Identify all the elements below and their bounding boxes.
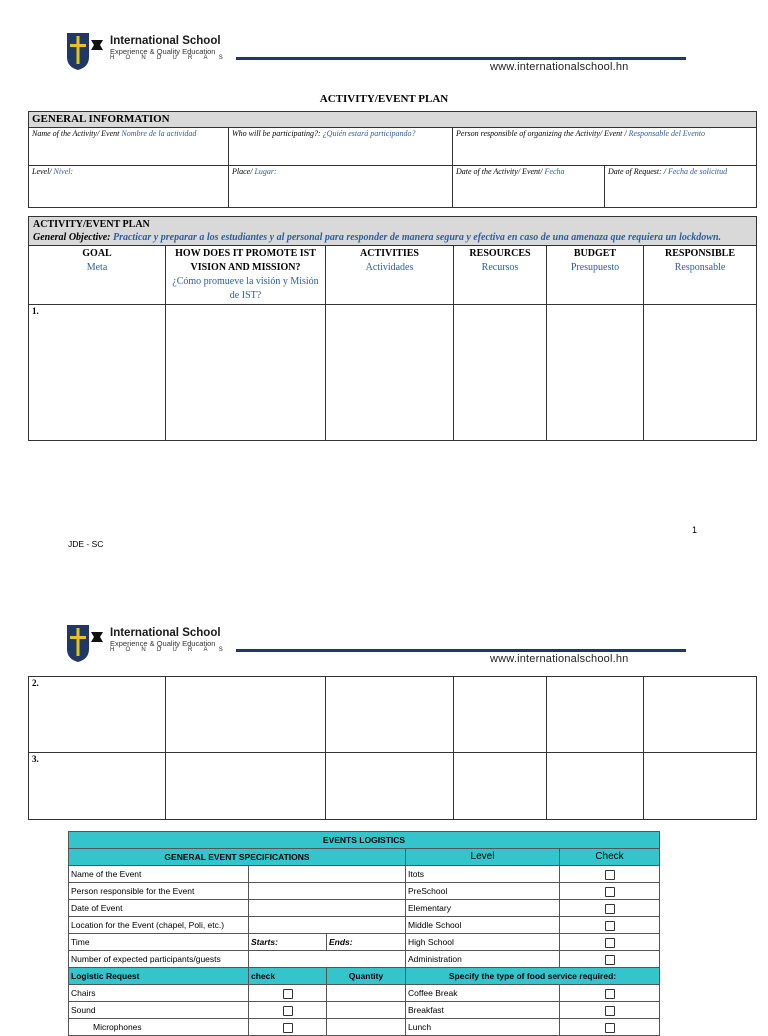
level-label: PreSchool	[406, 883, 560, 900]
spec-value-input[interactable]	[249, 883, 406, 900]
school-url: www.internationalschool.hn	[490, 653, 629, 665]
request-check[interactable]	[249, 1019, 327, 1036]
page-title: ACTIVITY/EVENT PLAN	[319, 93, 449, 105]
row-1-responsible[interactable]	[644, 305, 757, 441]
school-country: HONDURAS	[110, 55, 234, 61]
school-crest-icon	[66, 31, 90, 71]
level-label: Itots	[406, 866, 560, 883]
food-check[interactable]	[560, 1019, 660, 1036]
level-check[interactable]	[560, 900, 660, 917]
row-3-resources[interactable]	[454, 753, 547, 820]
row-3-activities[interactable]	[326, 753, 454, 820]
row-2-goal[interactable]: 2.	[29, 677, 166, 753]
spec-value-input[interactable]	[249, 917, 406, 934]
checkbox-icon[interactable]	[283, 1006, 293, 1016]
logistics-title: EVENTS LOGISTICS	[69, 832, 660, 849]
spec-label: Location for the Event (chapel, Poli, etc.)	[69, 917, 249, 934]
plan-heading-cell	[29, 217, 757, 246]
row-2-responsible[interactable]	[644, 677, 757, 753]
activity-plan-table	[28, 216, 757, 441]
food-check[interactable]	[560, 1002, 660, 1019]
request-quantity-input[interactable]	[327, 1002, 406, 1019]
school-crest-icon	[66, 623, 90, 663]
level-check[interactable]	[560, 951, 660, 968]
place-cell[interactable]: Place/ Lugar:	[229, 166, 453, 208]
checkbox-icon[interactable]	[605, 938, 615, 948]
spec-label: Name of the Event	[69, 866, 249, 883]
starts-input[interactable]: Starts:	[249, 934, 327, 951]
cross-mark-icon	[88, 36, 106, 54]
request-date-cell[interactable]: Date of Request: / Fecha de solicitud	[605, 166, 757, 208]
request-quantity-heading: Quantity	[327, 968, 406, 985]
row-2-activities[interactable]	[326, 677, 454, 753]
checkbox-icon[interactable]	[605, 870, 615, 880]
row-3-budget[interactable]	[547, 753, 644, 820]
level-cell[interactable]: Level/ Nivel:	[29, 166, 229, 208]
food-label: Lunch	[406, 1019, 560, 1036]
spec-label: Number of expected participants/guests	[69, 951, 249, 968]
col-goal: GOAL Meta	[29, 246, 166, 305]
events-logistics-table	[68, 831, 660, 1036]
activity-plan-continued	[28, 676, 757, 820]
food-label: Breakfast	[406, 1002, 560, 1019]
school-tagline: Experience & Quality Education	[110, 639, 216, 648]
checkbox-icon[interactable]	[605, 904, 615, 914]
participants-cell[interactable]: Who will be participating?: ¿Quién estará participando?	[229, 128, 453, 166]
checkbox-icon[interactable]	[605, 921, 615, 931]
row-1-activities[interactable]	[326, 305, 454, 441]
school-name: International School	[110, 627, 221, 639]
row-3-vision[interactable]	[166, 753, 326, 820]
checkbox-icon[interactable]	[605, 887, 615, 897]
request-label: Sound	[69, 1002, 249, 1019]
spec-value-input[interactable]	[249, 951, 406, 968]
food-label: Coffee Break	[406, 985, 560, 1002]
row-1-budget[interactable]	[547, 305, 644, 441]
row-2-resources[interactable]	[454, 677, 547, 753]
col-vision: HOW DOES IT PROMOTE IST VISION AND MISSION? ¿Cómo promueve la visión y Misión de IST?	[166, 246, 326, 305]
general-objective: General Objective: Practicar y preparar a los estudiantes y al personal para responder de manera segura y efectiva en caso de una amenaza que requiera un lockdown.	[33, 232, 722, 243]
page-number: 1	[692, 525, 698, 535]
request-quantity-input[interactable]	[327, 985, 406, 1002]
spec-heading: GENERAL EVENT SPECIFICATIONS	[69, 849, 406, 866]
plan-heading: ACTIVITY/EVENT PLAN	[33, 219, 150, 230]
request-quantity-input[interactable]	[327, 1019, 406, 1036]
checkbox-icon[interactable]	[605, 1023, 615, 1033]
request-check[interactable]	[249, 1002, 327, 1019]
level-check[interactable]	[560, 883, 660, 900]
cross-mark-icon	[88, 628, 106, 646]
header-divider	[236, 57, 686, 60]
responsible-cell[interactable]: Person responsible of organizing the Activity/ Event / Responsable del Evento	[453, 128, 757, 166]
request-check-heading: check	[249, 968, 327, 985]
col-resources: RESOURCES Recursos	[454, 246, 547, 305]
request-label: Microphones	[69, 1019, 249, 1036]
row-3-goal[interactable]: 3.	[29, 753, 166, 820]
row-2-vision[interactable]	[166, 677, 326, 753]
request-check[interactable]	[249, 985, 327, 1002]
school-tagline: Experience & Quality Education	[110, 47, 216, 56]
school-url: www.internationalschool.hn	[490, 61, 629, 73]
level-check[interactable]	[560, 934, 660, 951]
event-date-cell[interactable]: Date of the Activity/ Event/ Fecha	[453, 166, 605, 208]
level-check[interactable]	[560, 917, 660, 934]
row-1-resources[interactable]	[454, 305, 547, 441]
spec-value-input[interactable]	[249, 866, 406, 883]
spec-label: Date of Event	[69, 900, 249, 917]
header-divider	[236, 649, 686, 652]
food-check[interactable]	[560, 985, 660, 1002]
level-label: Middle School	[406, 917, 560, 934]
row-2-budget[interactable]	[547, 677, 644, 753]
general-info-heading: GENERAL INFORMATION	[29, 112, 757, 128]
level-label: High School	[406, 934, 560, 951]
col-responsible: RESPONSIBLE Responsable	[644, 246, 757, 305]
level-label: Administration	[406, 951, 560, 968]
activity-name-cell[interactable]: Name of the Activity/ Event Nombre de la actividad	[29, 128, 229, 166]
level-heading: Level	[406, 849, 560, 866]
checkbox-icon[interactable]	[605, 1006, 615, 1016]
spec-label: Time	[69, 934, 249, 951]
spec-label: Person responsible for the Event	[69, 883, 249, 900]
school-name: International School	[110, 35, 221, 47]
check-heading: Check	[560, 849, 660, 866]
level-check[interactable]	[560, 866, 660, 883]
row-1-vision[interactable]	[166, 305, 326, 441]
level-label: Elementary	[406, 900, 560, 917]
food-heading: Specify the type of food service required:	[406, 968, 660, 985]
checkbox-icon[interactable]	[283, 989, 293, 999]
footer-code: JDE - SC	[68, 539, 104, 549]
row-1-goal[interactable]: 1.	[29, 305, 166, 441]
general-info-table	[28, 111, 757, 208]
checkbox-icon[interactable]	[283, 1023, 293, 1033]
row-3-responsible[interactable]	[644, 753, 757, 820]
request-heading: Logistic Request	[69, 968, 249, 985]
ends-input[interactable]: Ends:	[327, 934, 406, 951]
school-country: HONDURAS	[110, 647, 234, 653]
col-budget: BUDGET Presupuesto	[547, 246, 644, 305]
col-activities: ACTIVITIES Actividades	[326, 246, 454, 305]
checkbox-icon[interactable]	[605, 989, 615, 999]
spec-value-input[interactable]	[249, 900, 406, 917]
checkbox-icon[interactable]	[605, 955, 615, 965]
request-label: Chairs	[69, 985, 249, 1002]
